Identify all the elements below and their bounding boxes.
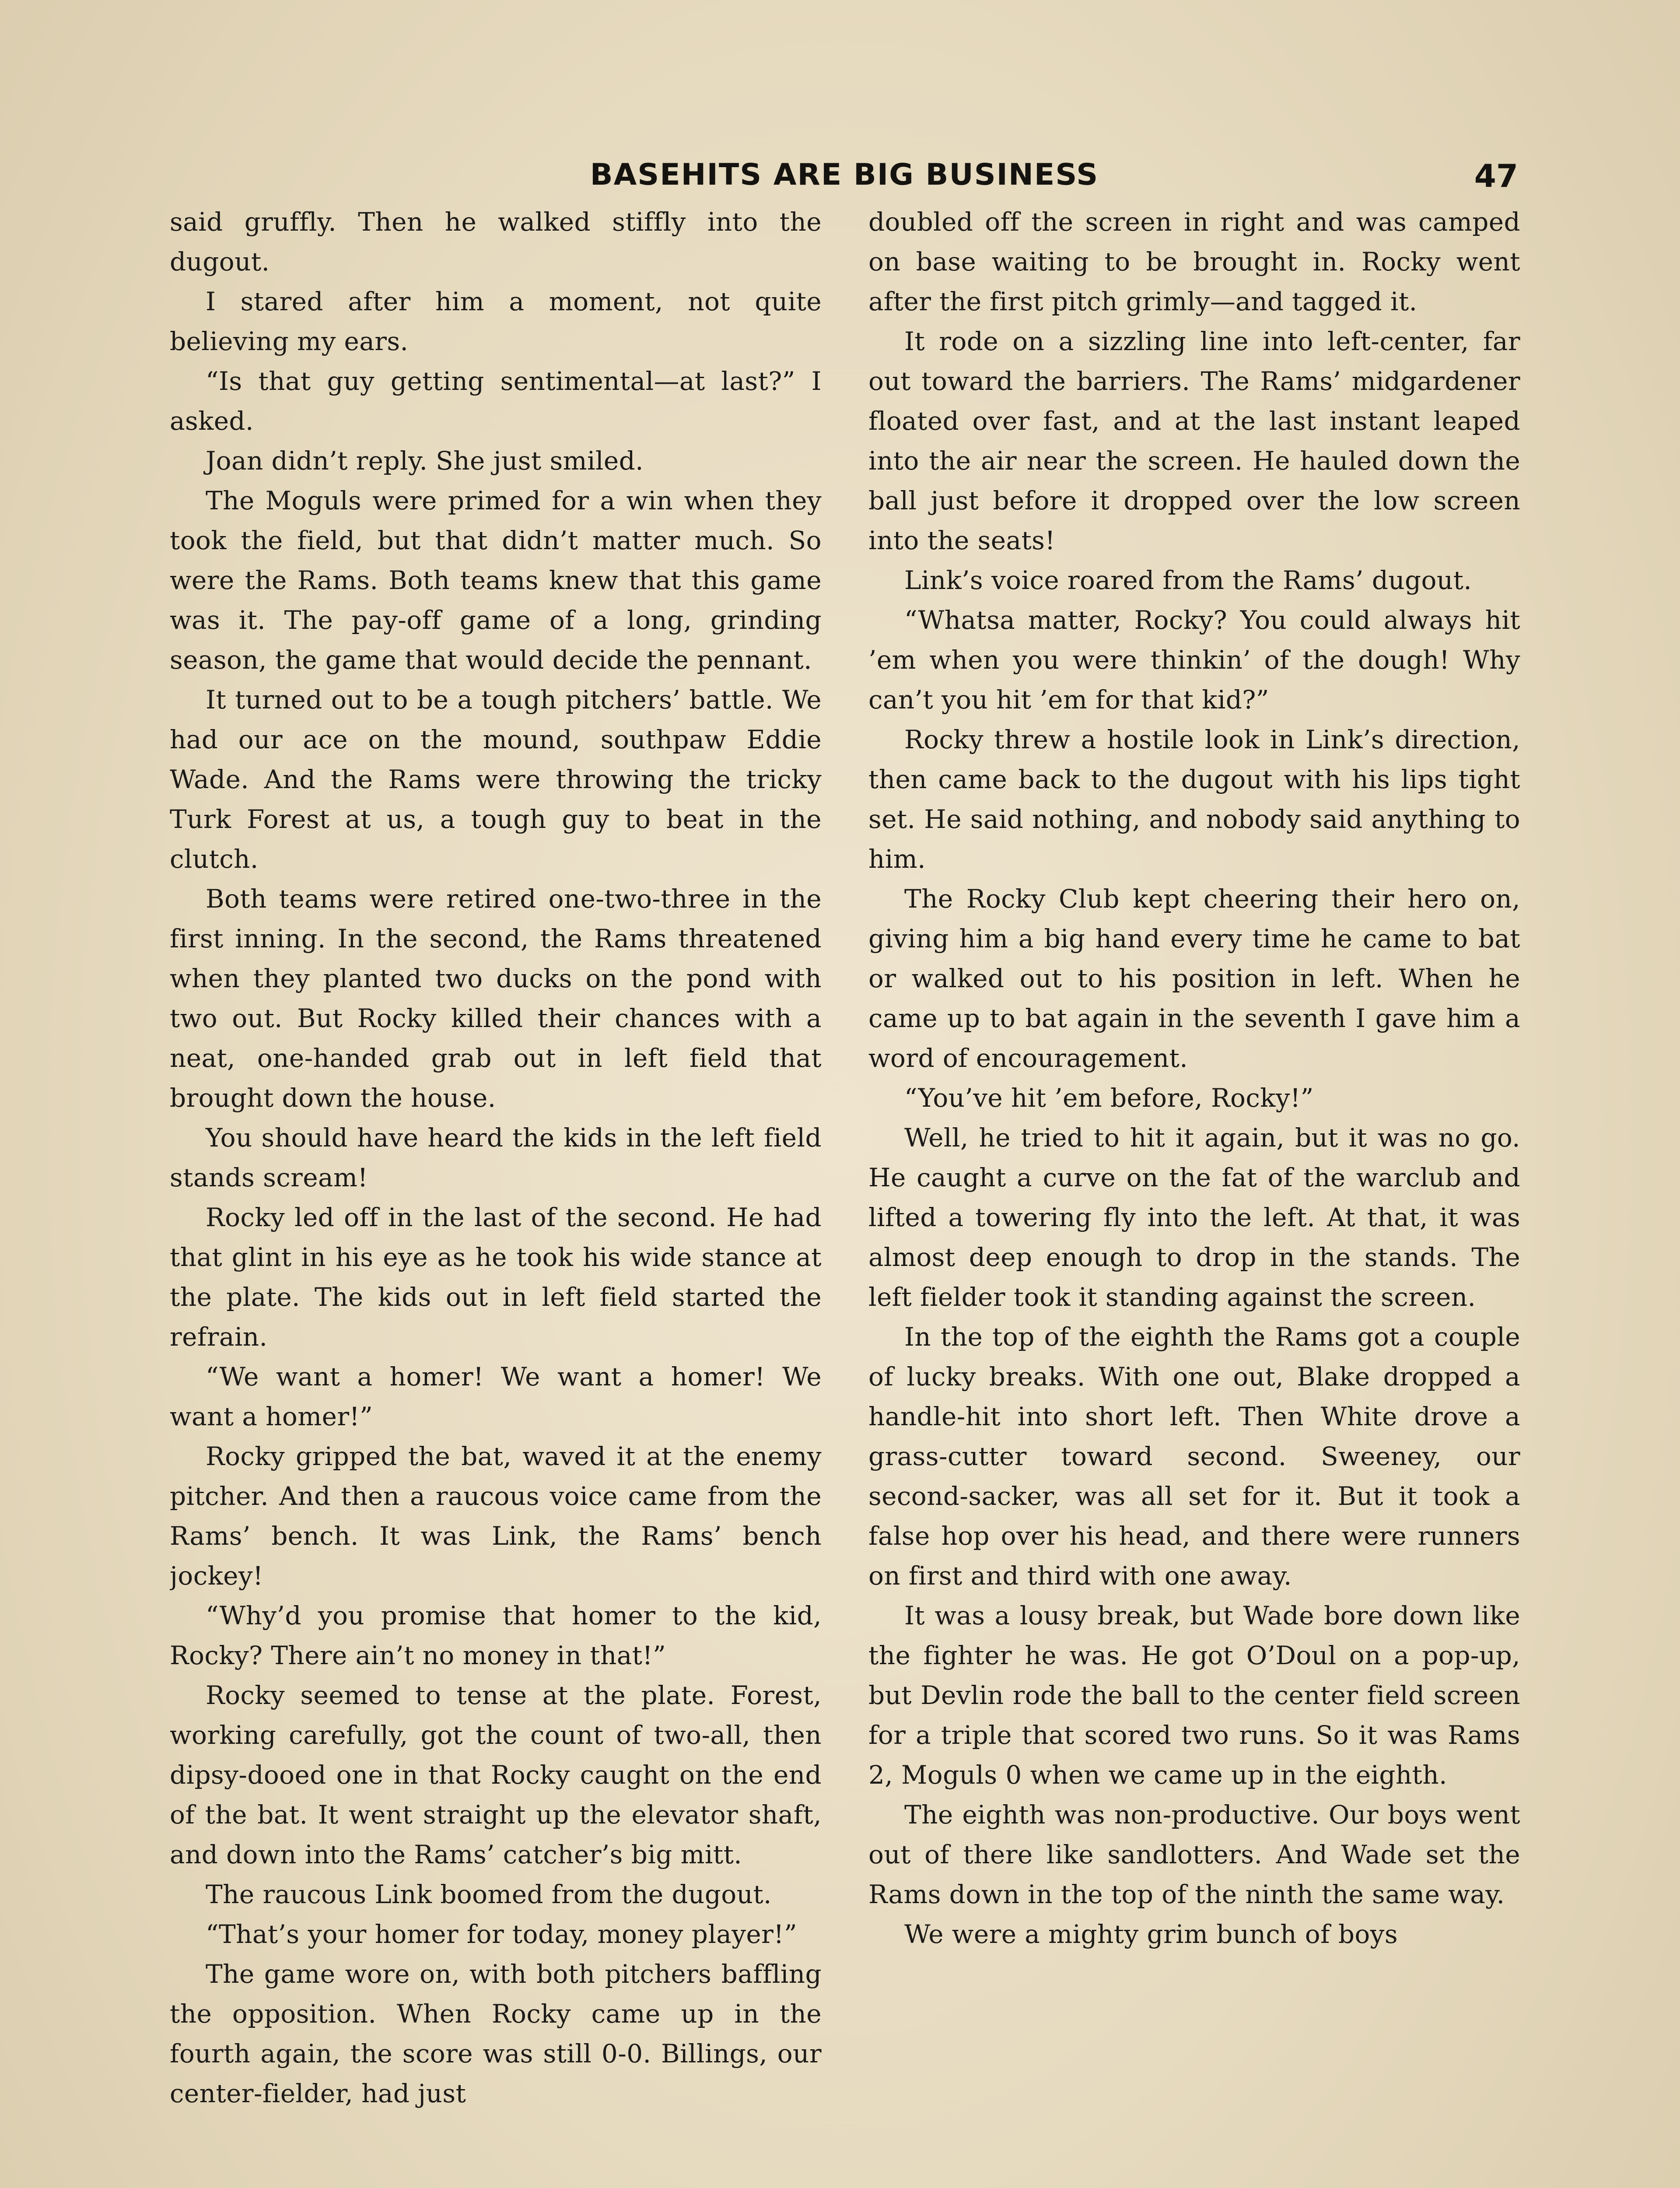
paragraph: It rode on a sizzling line into left-center, far out toward the barriers. The Rams’ midgardener floated over fast, and at the last instant leaped into the air near the screen. He hauled down the ball just before it dropped over the low screen into the seats! xyxy=(868,326,1520,555)
paragraph: Rocky led off in the last of the second. He had that glint in his eye as he took his wide stance at the plate. The kids out in left field started the refrain. xyxy=(170,1203,822,1352)
paragraph: It turned out to be a tough pitchers’ battle. We had our ace on the mound, southpaw Eddie Wade. And the Rams were throwing the tricky Turk Forest at us, a tough guy to beat in the clutch. xyxy=(170,685,822,874)
paragraph: “Is that guy getting sentimental—at last?” I asked. xyxy=(170,366,822,436)
paragraph: Well, he tried to hit it again, but it was no go. He caught a curve on the fat of the warclub and lifted a towering fly into the left. At that, it was almost deep enough to drop in the stands. The left fielder took it standing against the screen. xyxy=(868,1123,1520,1312)
paragraph: Link’s voice roared from the Rams’ dugout. xyxy=(904,565,1472,595)
paragraph: “That’s your homer for today, money player!” xyxy=(206,1919,798,1949)
paragraph: Rocky gripped the bat, waved it at the enemy pitcher. And then a raucous voice came from the Rams’ bench. It was Link, the Rams’ bench jockey! xyxy=(170,1441,822,1591)
paragraph: The raucous Link boomed from the dugout. xyxy=(206,1879,772,1909)
paragraph: Rocky seemed to tense at the plate. Forest, working carefully, got the count of two-all, then dipsy-dooed one in that Rocky caught on the end of the bat. It went straight up the elevator shaft, and down into the Rams’ catcher’s big mitt. xyxy=(170,1680,822,1869)
paragraph: The game wore on, with both pitchers baffling the opposition. When Rocky came up in the fourth again, the score was still 0-0. Billings, our center-fielder, had just xyxy=(170,1959,822,2108)
running-title: BASEHITS ARE BIG BUSINESS xyxy=(590,158,1099,192)
paragraph: “Whatsa matter, Rocky? You could always hit ’em when you were thinkin’ of the dough! Why can’t you hit ’em for that kid?” xyxy=(868,605,1520,715)
paragraph: I stared after him a moment, not quite believing my ears. xyxy=(170,287,822,356)
paragraph: The Rocky Club kept cheering their hero on, giving him a big hand every time he came to bat or walked out to his position in left. When he came up to bat again in the seventh I gave him a word of encouragement. xyxy=(868,884,1520,1073)
paragraph: “We want a homer! We want a homer! We want a homer!” xyxy=(170,1362,822,1431)
running-head xyxy=(171,158,1518,197)
paragraph: Rocky threw a hostile look in Link’s direction, then came back to the dugout with his lips tight set. He said nothing, and nobody said anything to him. xyxy=(868,725,1520,874)
paragraph: We were a mighty grim bunch of boys xyxy=(904,1919,1398,1949)
paragraph: said gruffly. Then he walked stiffly into the dugout. xyxy=(170,207,822,277)
paragraph: It was a lousy break, but Wade bore down like the fighter he was. He got O’Doul on a pop-up, but Devlin rode the ball to the center field screen for a triple that scored two runs. So it was Rams 2, Moguls 0 when we came up in the eighth. xyxy=(868,1601,1520,1790)
paragraph: In the top of the eighth the Rams got a couple of lucky breaks. With one out, Blake dropped a handle-hit into short left. Then White drove a grass-cutter toward second. Sweeney, our second-sacker, was all set for it. But it took a false hop over his head, and there were runners on first and third with one away. xyxy=(868,1322,1520,1591)
paragraph: Both teams were retired one-two-three in the first inning. In the second, the Rams threatened when they planted two ducks on the pond with two out. But Rocky killed their chances with a neat, one-handed grab out in left field that brought down the house. xyxy=(170,884,822,1113)
paragraph: Joan didn’t reply. She just smiled. xyxy=(206,446,644,476)
paragraph: “Why’d you promise that homer to the kid, Rocky? There ain’t no money in that!” xyxy=(170,1601,822,1670)
text-column-left xyxy=(170,202,822,2188)
paragraph: The eighth was non-productive. Our boys went out of there like sandlotters. And Wade set the Rams down in the top of the ninth the same way. xyxy=(868,1800,1520,1909)
paragraph: doubled off the screen in right and was camped on base waiting to be brought in. Rocky went after the first pitch grimly—and tagged it. xyxy=(868,207,1520,316)
paragraph: The Moguls were primed for a win when they took the field, but that didn’t matter much. So were the Rams. Both teams knew that this game was it. The pay-off game of a long, grinding season, the game that would decide the pennant. xyxy=(170,486,822,675)
page-number: 47 xyxy=(1474,158,1518,194)
paragraph: “You’ve hit ’em before, Rocky!” xyxy=(904,1083,1314,1113)
text-column-right xyxy=(868,202,1520,2188)
paragraph: You should have heard the kids in the left field stands scream! xyxy=(170,1123,822,1192)
